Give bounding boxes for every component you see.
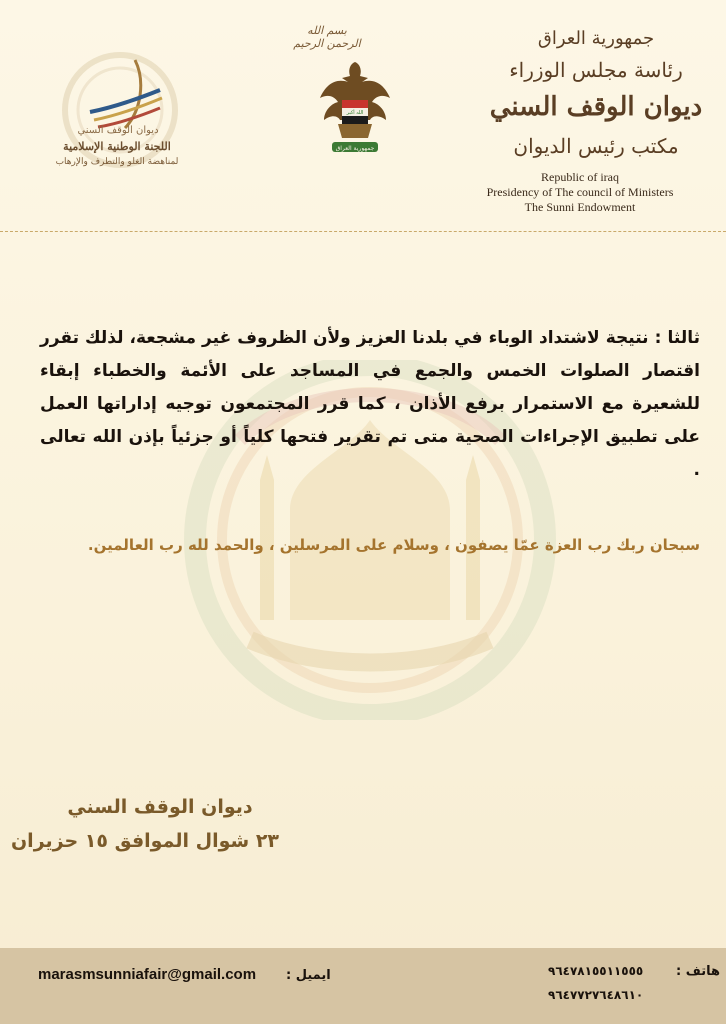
logo-caption-3: لمناهضة الغلو والتطرف والإرهاب bbox=[55, 157, 179, 167]
logo-caption-2: اللجنة الوطنية الإسلامية bbox=[63, 140, 171, 153]
phone-number-2: ٩٦٤٧٧٢٧٦٤٨٦١٠ bbox=[548, 988, 644, 1002]
header-office-ar: مكتب رئيس الديوان bbox=[513, 134, 679, 158]
header-republic-en: Republic of iraq bbox=[541, 170, 619, 184]
header-endowment-ar: ديوان الوقف السني bbox=[489, 92, 703, 122]
letterhead bbox=[0, 0, 726, 232]
body-paragraph: ثالثا : نتيجة لاشتداد الوباء في بلدنا العزيز ولأن الظروف غير مشجعة، لذلك تقرر اقتصار الصلوات الخمس والجمع في المساجد على الأئمة والخطباء إبقاء للشعيرة مع الاستمرار برفع الأذان ، كما قرر المجتمعون توجيه إداراتها العمل على تطبيق الإجراءات الصحية متى تم تقرير فتحها كلياً أو جزئياً بإذن الله تعالى . bbox=[40, 328, 700, 480]
header-divider bbox=[0, 231, 726, 232]
email-address: marasmsunniafair@gmail.com bbox=[38, 966, 257, 983]
signature-office: ديوان الوقف السني bbox=[67, 796, 253, 818]
basmala: بسم الله الرحمن الرحيم bbox=[293, 24, 361, 50]
header-presidency-ar: رئاسة مجلس الوزراء bbox=[509, 58, 683, 82]
header-republic-ar: جمهورية العراق bbox=[537, 28, 655, 49]
header-presidency-en: Presidency of The council of Ministers bbox=[486, 185, 674, 199]
phone-number-1: ٩٦٤٧٨١٥٥١١٥٥٥ bbox=[548, 964, 644, 978]
email-label: ايميل : bbox=[286, 968, 331, 983]
footer-band bbox=[0, 948, 726, 1024]
header-endowment-en: The Sunni Endowment bbox=[524, 200, 636, 214]
logo-caption-1: ديوان الوقف السني bbox=[77, 125, 159, 136]
phone-label: هاتف : bbox=[676, 964, 720, 979]
signature-date: ٢٣ شوال الموافق ١٥ حزيران bbox=[10, 830, 280, 852]
eagle-inscription: الله أكبر bbox=[346, 110, 364, 116]
eagle-ribbon-text: جمهورية العراق bbox=[335, 145, 375, 152]
closing-line: سبحان ربك رب العزة عمّا يصفون ، وسلام على المرسلين ، والحمد لله رب العالمين. bbox=[87, 536, 700, 554]
eagle-emblem-icon bbox=[318, 58, 392, 164]
